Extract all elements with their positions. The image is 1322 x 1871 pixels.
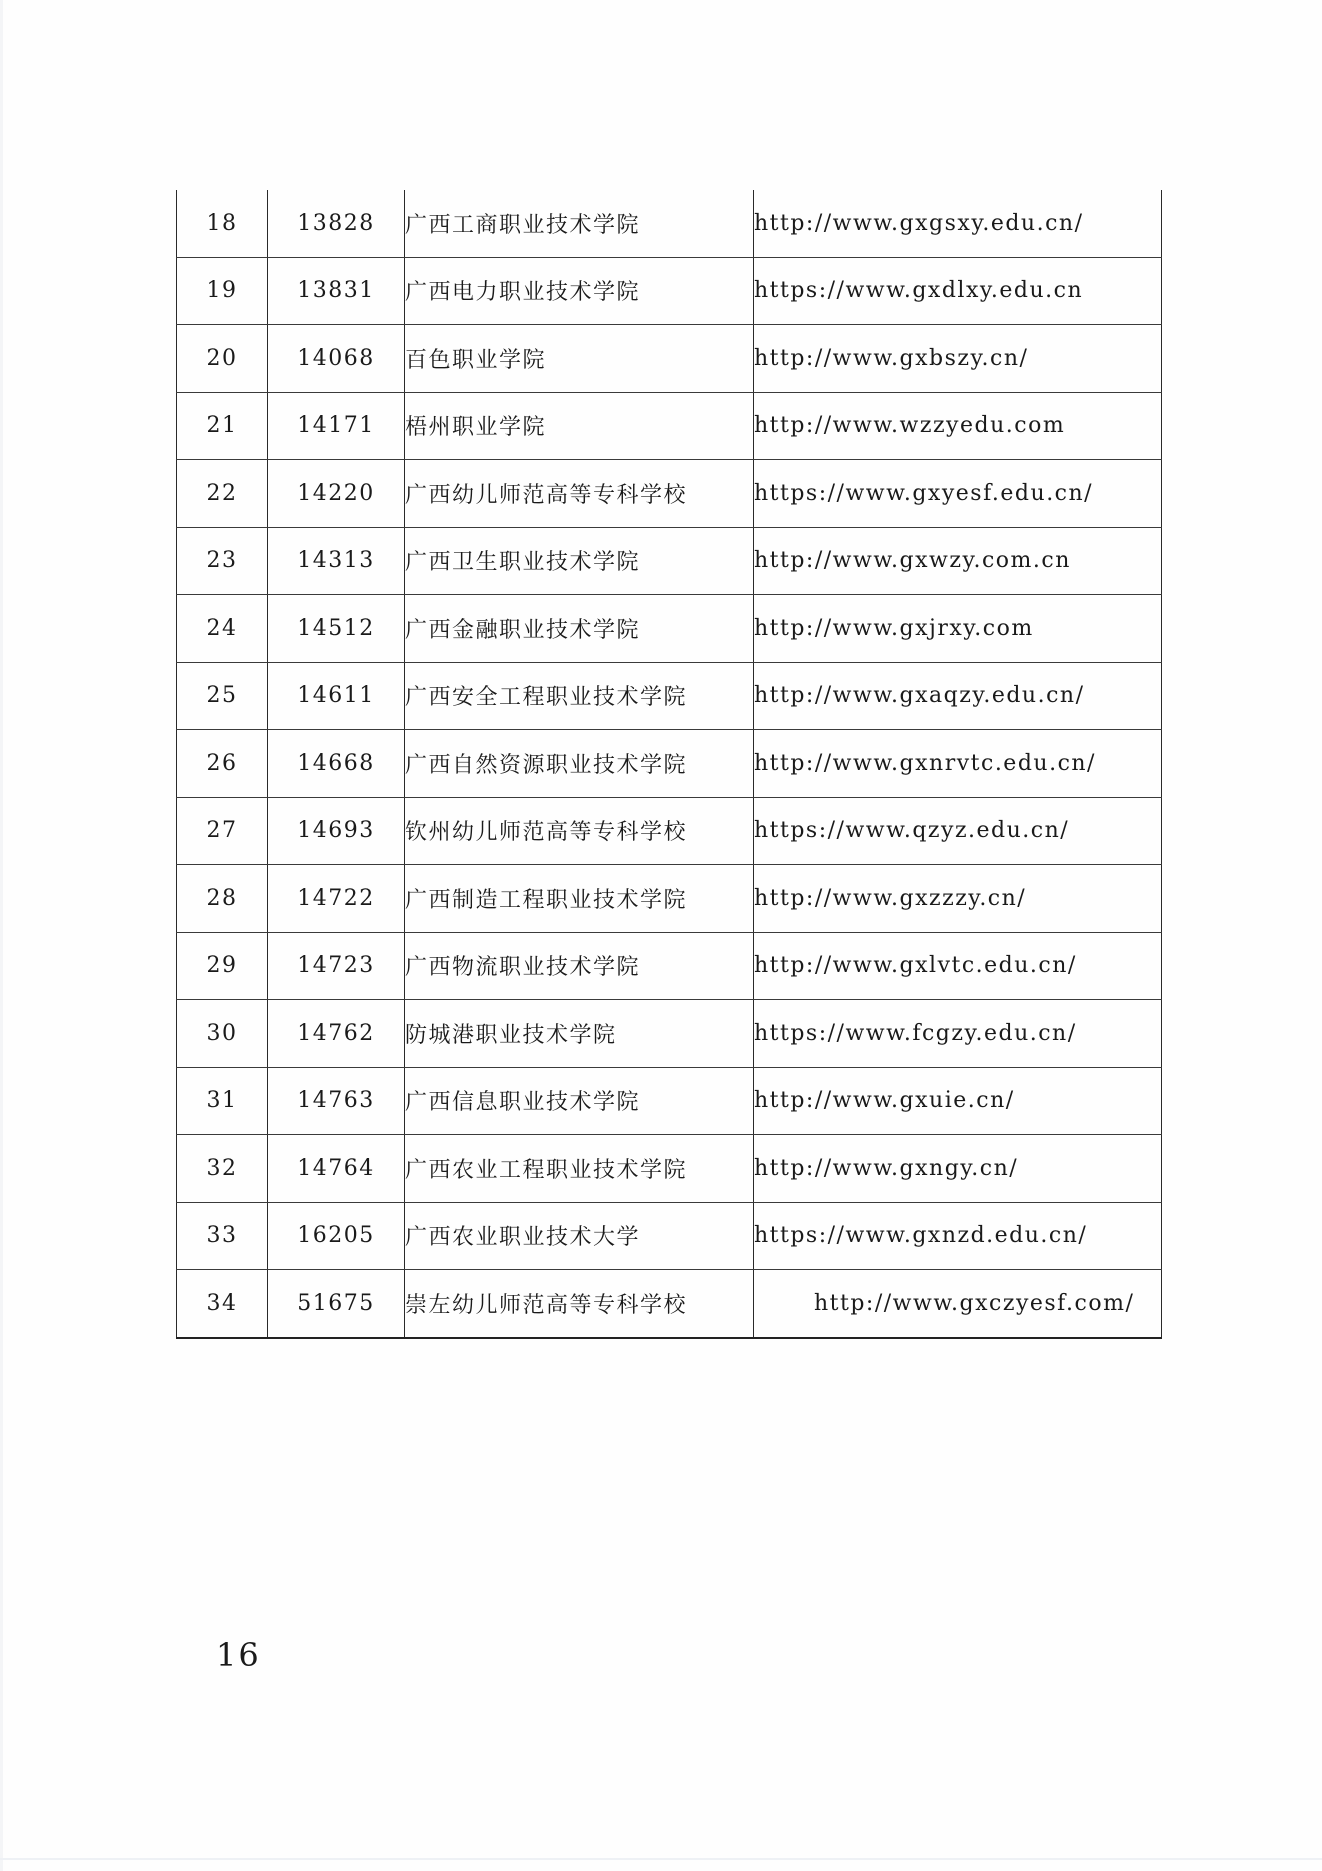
school-code: 13828 [268, 190, 405, 257]
table-row [177, 325, 1162, 393]
row-number: 19 [177, 257, 268, 325]
table-row [177, 460, 1162, 528]
school-code: 14171 [268, 392, 405, 460]
row-number: 24 [177, 595, 268, 663]
school-name: 广西安全工程职业技术学院 [405, 662, 754, 730]
school-name: 梧州职业学院 [405, 392, 754, 460]
school-code: 14611 [268, 662, 405, 730]
school-name: 广西卫生职业技术学院 [405, 527, 754, 595]
row-number: 18 [177, 190, 268, 257]
school-name: 广西农业工程职业技术学院 [405, 1135, 754, 1203]
row-number: 23 [177, 527, 268, 595]
row-number: 25 [177, 662, 268, 730]
row-number: 20 [177, 325, 268, 393]
table-row [177, 932, 1162, 1000]
school-name: 广西信息职业技术学院 [405, 1067, 754, 1135]
school-code: 14512 [268, 595, 405, 663]
scan-bottom-edge [0, 1858, 1322, 1860]
school-website: http://www.gxaqzy.edu.cn/ [754, 662, 1162, 730]
school-website: https://www.gxdlxy.edu.cn [754, 257, 1162, 325]
school-list-table [176, 190, 1162, 1339]
table-row [177, 527, 1162, 595]
school-website: http://www.gxngy.cn/ [754, 1135, 1162, 1203]
row-number: 29 [177, 932, 268, 1000]
school-name: 广西制造工程职业技术学院 [405, 865, 754, 933]
school-website: http://www.gxbszy.cn/ [754, 325, 1162, 393]
school-website: http://www.gxgsxy.edu.cn/ [754, 190, 1162, 257]
school-website: http://www.gxczyesf.com/ [754, 1270, 1162, 1338]
school-code: 14693 [268, 797, 405, 865]
school-code: 14722 [268, 865, 405, 933]
school-code: 13831 [268, 257, 405, 325]
school-name: 防城港职业技术学院 [405, 1000, 754, 1068]
row-number: 32 [177, 1135, 268, 1203]
table-row [177, 392, 1162, 460]
school-website: http://www.wzzyedu.com [754, 392, 1162, 460]
school-code: 16205 [268, 1202, 405, 1270]
school-name: 广西物流职业技术学院 [405, 932, 754, 1000]
school-name: 广西幼儿师范高等专科学校 [405, 460, 754, 528]
school-website: http://www.gxuie.cn/ [754, 1067, 1162, 1135]
school-code: 14668 [268, 730, 405, 798]
table-row [177, 662, 1162, 730]
school-website: http://www.gxlvtc.edu.cn/ [754, 932, 1162, 1000]
school-website: https://www.fcgzy.edu.cn/ [754, 1000, 1162, 1068]
school-code: 14763 [268, 1067, 405, 1135]
school-website: https://www.qzyz.edu.cn/ [754, 797, 1162, 865]
school-code: 14723 [268, 932, 405, 1000]
school-name: 崇左幼儿师范高等专科学校 [405, 1270, 754, 1338]
table-row [177, 865, 1162, 933]
row-number: 27 [177, 797, 268, 865]
table-row [177, 1270, 1162, 1338]
row-number: 34 [177, 1270, 268, 1338]
school-name: 广西农业职业技术大学 [405, 1202, 754, 1270]
school-name: 广西金融职业技术学院 [405, 595, 754, 663]
school-website: http://www.gxjrxy.com [754, 595, 1162, 663]
table-row [177, 257, 1162, 325]
table-row [177, 797, 1162, 865]
row-number: 31 [177, 1067, 268, 1135]
school-code: 14068 [268, 325, 405, 393]
school-website: http://www.gxwzy.com.cn [754, 527, 1162, 595]
table-row [177, 1135, 1162, 1203]
school-name: 广西自然资源职业技术学院 [405, 730, 754, 798]
row-number: 33 [177, 1202, 268, 1270]
school-code: 14313 [268, 527, 405, 595]
table-row [177, 1067, 1162, 1135]
school-name: 百色职业学院 [405, 325, 754, 393]
row-number: 22 [177, 460, 268, 528]
row-number: 21 [177, 392, 268, 460]
table-row [177, 1000, 1162, 1068]
school-name: 广西电力职业技术学院 [405, 257, 754, 325]
school-code: 14220 [268, 460, 405, 528]
school-website: http://www.gxnrvtc.edu.cn/ [754, 730, 1162, 798]
page-number: 16 [216, 1636, 261, 1674]
table-row [177, 190, 1162, 257]
table-row [177, 1202, 1162, 1270]
school-website: http://www.gxzzzy.cn/ [754, 865, 1162, 933]
table-row [177, 730, 1162, 798]
school-name: 广西工商职业技术学院 [405, 190, 754, 257]
row-number: 28 [177, 865, 268, 933]
row-number: 30 [177, 1000, 268, 1068]
row-number: 26 [177, 730, 268, 798]
school-website: https://www.gxyesf.edu.cn/ [754, 460, 1162, 528]
school-website: https://www.gxnzd.edu.cn/ [754, 1202, 1162, 1270]
school-code: 14764 [268, 1135, 405, 1203]
scan-left-edge [0, 0, 3, 1871]
school-name: 钦州幼儿师范高等专科学校 [405, 797, 754, 865]
table-row [177, 595, 1162, 663]
school-code: 14762 [268, 1000, 405, 1068]
school-code: 51675 [268, 1270, 405, 1338]
